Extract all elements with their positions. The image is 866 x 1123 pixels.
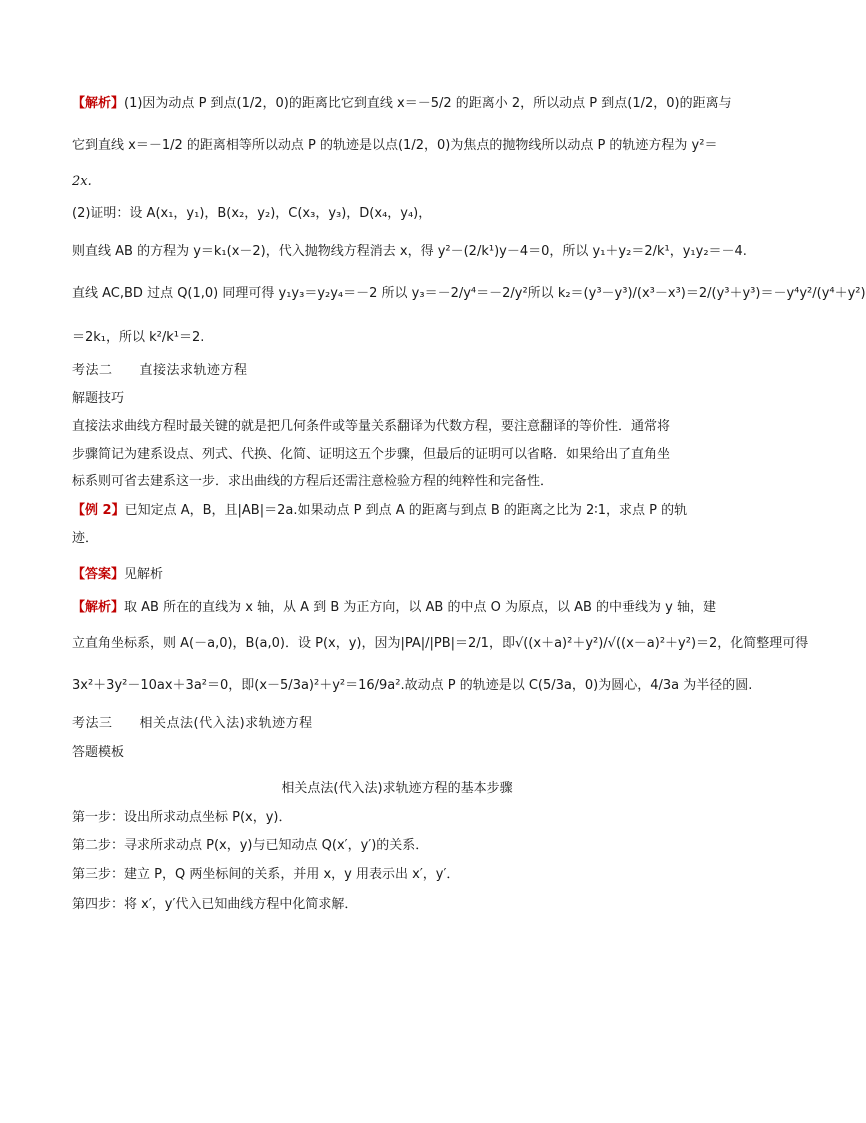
line-text: 标系则可省去建系这一步．求出曲线的方程后还需注意检验方程的纯粹性和完备性． xyxy=(72,474,554,489)
text-line xyxy=(72,94,732,114)
text-line xyxy=(72,714,722,734)
line-text: 第四步：将 x′，y′代入已知曲线方程中化简求解． xyxy=(72,897,358,912)
line-text: 第二步：寻求所求动点 P(x，y)与已知动点 Q(x′，y′)的关系． xyxy=(72,838,429,853)
line-text: 相关点法(代入法)求轨迹方程的基本步骤 xyxy=(281,781,513,796)
line-text: 2x. xyxy=(72,174,92,189)
text-line xyxy=(72,565,722,585)
section-label: 【解析】 xyxy=(72,600,125,615)
line-text: (2)证明：设 A(x₁，y₁)，B(x₂，y₂)，C(x₃，y₃)，D(x₄，y₄)， xyxy=(72,206,432,221)
text-line xyxy=(72,779,722,799)
line-text: 直线 AC,BD 过点 Q(1,0) 同理可得 y₁y₃＝y₂y₄＝－2 所以 y₃＝－2/y⁴＝－2/y²所以 k₂＝(y³－y³)/(x³－x³)＝2/(y³＋y³)＝－y⁴y²/(y⁴＋y²) xyxy=(72,286,866,301)
text-line xyxy=(72,242,747,262)
line-text: 步骤简记为建系设点、列式、代换、化简、证明这五个步骤，但最后的证明可以省略．如果给出了直角坐 xyxy=(72,447,671,462)
section-label: 【答案】 xyxy=(72,567,125,582)
line-text: 解题技巧 xyxy=(72,391,125,406)
text-line xyxy=(72,865,722,885)
line-text: 迹． xyxy=(72,531,99,546)
line-text: 第一步：设出所求动点坐标 P(x，y)． xyxy=(72,810,292,825)
text-line xyxy=(72,836,722,856)
line-text: 立直角坐标系，则 A(－a,0)，B(a,0)．设 P(x，y)，因为|PA|/|PB|＝2/1，即√((x＋a)²＋y²)/√((x－a)²＋y²)＝2，化简整理可得 xyxy=(72,636,809,651)
text-line xyxy=(72,598,722,618)
line-text: 它到直线 x＝－1/2 的距离相等所以动点 P 的轨迹是以点(1/2，0)为焦点的抛物线所以动点 P 的轨迹方程为 y²＝ xyxy=(72,138,718,153)
line-text: 答题模板 xyxy=(72,745,125,760)
line-text: 考法二 直接法求轨迹方程 xyxy=(72,363,248,378)
text-line xyxy=(72,361,722,381)
text-line xyxy=(72,676,753,696)
line-text: 则直线 AB 的方程为 y＝k₁(x－2)，代入抛物线方程消去 x，得 y²－(2/k¹)y－4＝0，所以 y₁＋y₂＝2/k¹，y₁y₂＝－4. xyxy=(72,244,747,259)
line-text: 已知定点 A，B，且|AB|＝2a.如果动点 P 到点 A 的距离与到点 B 的距离之比为 2∶1，求点 P 的轨 xyxy=(124,503,688,518)
text-line xyxy=(72,172,722,192)
text-line xyxy=(72,445,722,465)
text-line xyxy=(72,136,722,156)
line-text: 直接法求曲线方程时最关键的就是把几何条件或等量关系翻译为代数方程，要注意翻译的等价性．通常将 xyxy=(72,419,671,434)
section-label: 【例 2】 xyxy=(72,503,125,518)
line-text: (1)因为动点 P 到点(1/2，0)的距离比它到直线 x＝－5/2 的距离小 2，所以动点 P 到点(1/2，0)的距离与 xyxy=(124,96,732,111)
line-text: 3x²＋3y²－10ax＋3a²＝0，即(x－5/3a)²＋y²＝16/9a².故动点 P 的轨迹是以 C(5/3a，0)为圆心，4/3a 为半径的圆. xyxy=(72,678,753,693)
text-line xyxy=(72,389,722,409)
line-text: 取 AB 所在的直线为 x 轴，从 A 到 B 为正方向，以 AB 的中点 O 为原点，以 AB 的中垂线为 y 轴，建 xyxy=(124,600,716,615)
text-line xyxy=(72,472,722,492)
line-text: 考法三 相关点法(代入法)求轨迹方程 xyxy=(72,716,313,731)
text-line xyxy=(72,204,722,224)
line-text: 第三步：建立 P，Q 两坐标间的关系，并用 x，y 用表示出 x′，y′． xyxy=(72,867,460,882)
text-line xyxy=(72,417,722,437)
text-line xyxy=(72,501,722,521)
text-line xyxy=(72,328,722,348)
text-line xyxy=(72,895,722,915)
text-line xyxy=(72,634,809,654)
text-line xyxy=(72,808,722,828)
text-line xyxy=(72,284,866,304)
text-line xyxy=(72,529,722,549)
line-text: ＝2k₁，所以 k²/k¹＝2. xyxy=(72,330,205,345)
text-line xyxy=(72,743,722,763)
section-label: 【解析】 xyxy=(72,96,125,111)
line-text: 见解析 xyxy=(124,567,164,582)
